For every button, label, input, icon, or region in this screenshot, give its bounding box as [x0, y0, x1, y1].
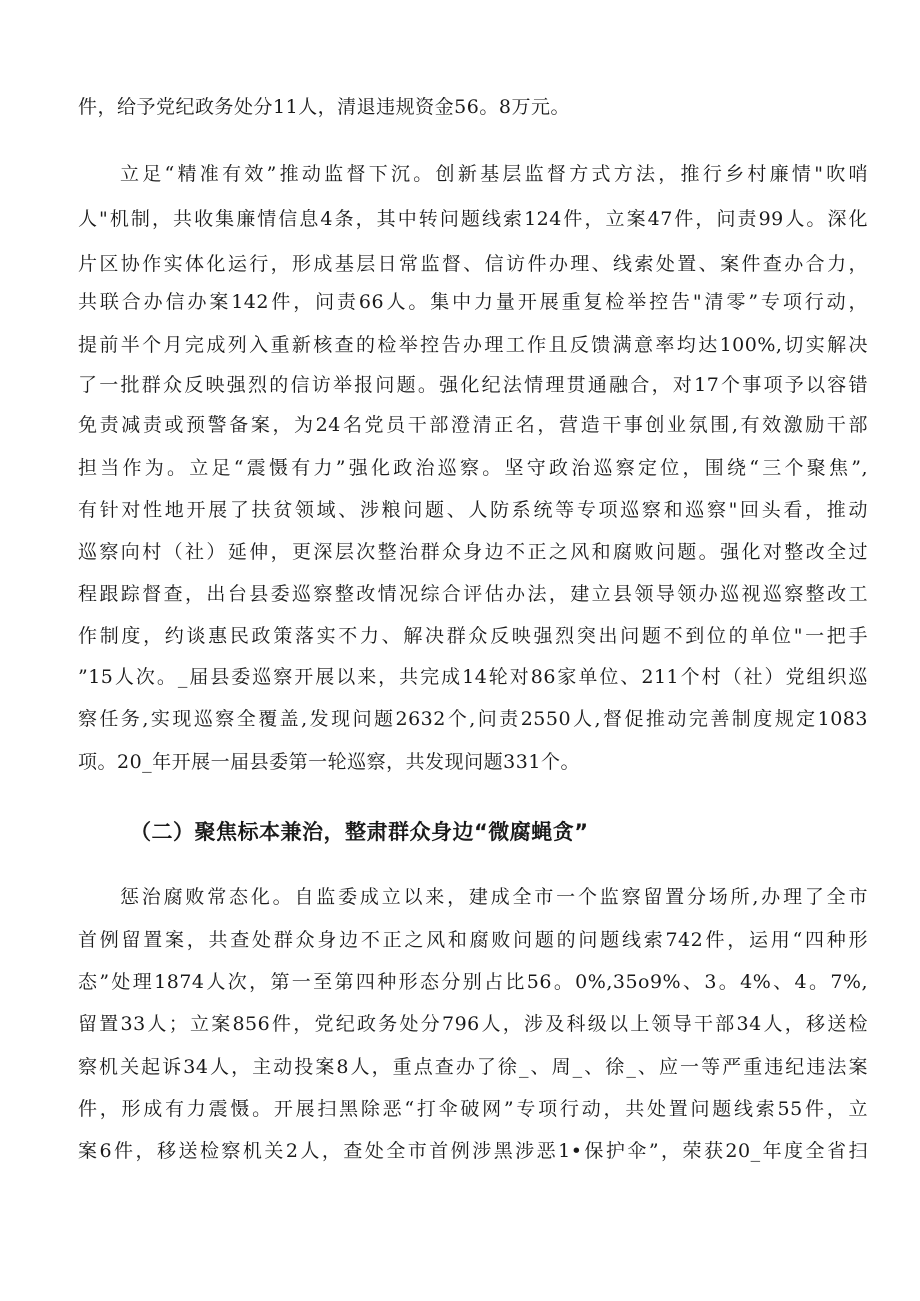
paragraph-2-line: 巡察向村（社）延伸，更深层次整治群众身边不正之风和腐败问题。强化对整改全过: [78, 541, 868, 563]
paragraph-3-line: 首例留置案，共查处群众身边不正之风和腐败问题的问题线索742件，运用“四种形: [78, 929, 868, 951]
paragraph-2-line: 共联合办信办案142件，问责66人。集中力量开展重复检举控告"清零”专项行动，: [78, 291, 868, 313]
paragraph-2-line: 片区协作实体化运行，形成基层日常监督、信访件办理、线索处置、案件查办合力，: [78, 253, 868, 275]
paragraph-3-line: 件，形成有力震慑。开展扫黑除恶“打伞破网”专项行动，共处置问题线索55件，立: [78, 1098, 868, 1120]
paragraph-2-line: 有针对性地开展了扶贫领域、涉粮问题、人防系统等专项巡察和巡察"回头看，推动: [78, 499, 868, 521]
paragraph-2-line: 了一批群众反映强烈的信访举报问题。强化纪法情理贯通融合，对17个事项予以容错: [78, 374, 868, 396]
paragraph-1-line: 件，给予党纪政务处分11人，清退违规资金56。8万元。: [78, 96, 570, 118]
paragraph-2-line: 程跟踪督查，出台县委巡察整改情况综合评估办法，建立县领导领办巡视巡察整改工: [78, 583, 868, 605]
paragraph-3-line: 惩治腐败常态化。自监委成立以来，建成全市一个监察留置分场所,办理了全市: [120, 886, 868, 908]
paragraph-2-line: 提前半个月完成列入重新核查的检举控告办理工作且反馈满意率均达100%,切实解决: [78, 334, 868, 356]
paragraph-3-line: 态”处理1874人次，第一至第四种形态分别占比56。0%,35o9%、3。4%、4。7%,: [78, 971, 868, 993]
paragraph-3-line: 案6件，移送检察机关2人，查处全市首例涉黑涉恶1•保护伞”，荣获20_年度全省扫: [78, 1140, 868, 1162]
paragraph-2-line: ”15人次。_届县委巡察开展以来，共完成14轮对86家单位、211个村（社）党组织巡: [78, 666, 868, 688]
paragraph-2-line: 免责减责或预警备案，为24名党员干部澄清正名，营造干事创业氛围,有效激励干部: [78, 414, 868, 436]
paragraph-2-line: 立足“精准有效”推动监督下沉。创新基层监督方式方法，推行乡村廉情"吹哨: [120, 163, 868, 185]
paragraph-3-line: 留置33人；立案856件，党纪政务处分796人，涉及科级以上领导干部34人，移送检: [78, 1013, 868, 1035]
paragraph-3-line: 察机关起诉34人，主动投案8人，重点查办了徐_、周_、徐_、应一等严重违纪违法案: [78, 1056, 868, 1078]
paragraph-2-line: 作制度，约谈惠民政策落实不力、解决群众反映强烈突出问题不到位的单位"一把手: [78, 625, 868, 647]
paragraph-2-line: 担当作为。立足“震慑有力”强化政治巡察。坚守政治巡察定位，围绕“三个聚焦”,: [78, 457, 868, 479]
section-heading: （二）聚焦标本兼治，整肃群众身边“微腐蝇贪”: [130, 820, 589, 844]
paragraph-2-line: 察任务,实现巡察全覆盖,发现问题2632个,问责2550人,督促推动完善制度规定1083: [78, 708, 868, 730]
paragraph-2-line: 人"机制，共收集廉情信息4条，其中转问题线索124件，立案47件，问责99人。深化: [78, 208, 868, 230]
paragraph-2-line: 项。20_年开展一届县委第一轮巡察，共发现问题331个。: [78, 751, 580, 773]
